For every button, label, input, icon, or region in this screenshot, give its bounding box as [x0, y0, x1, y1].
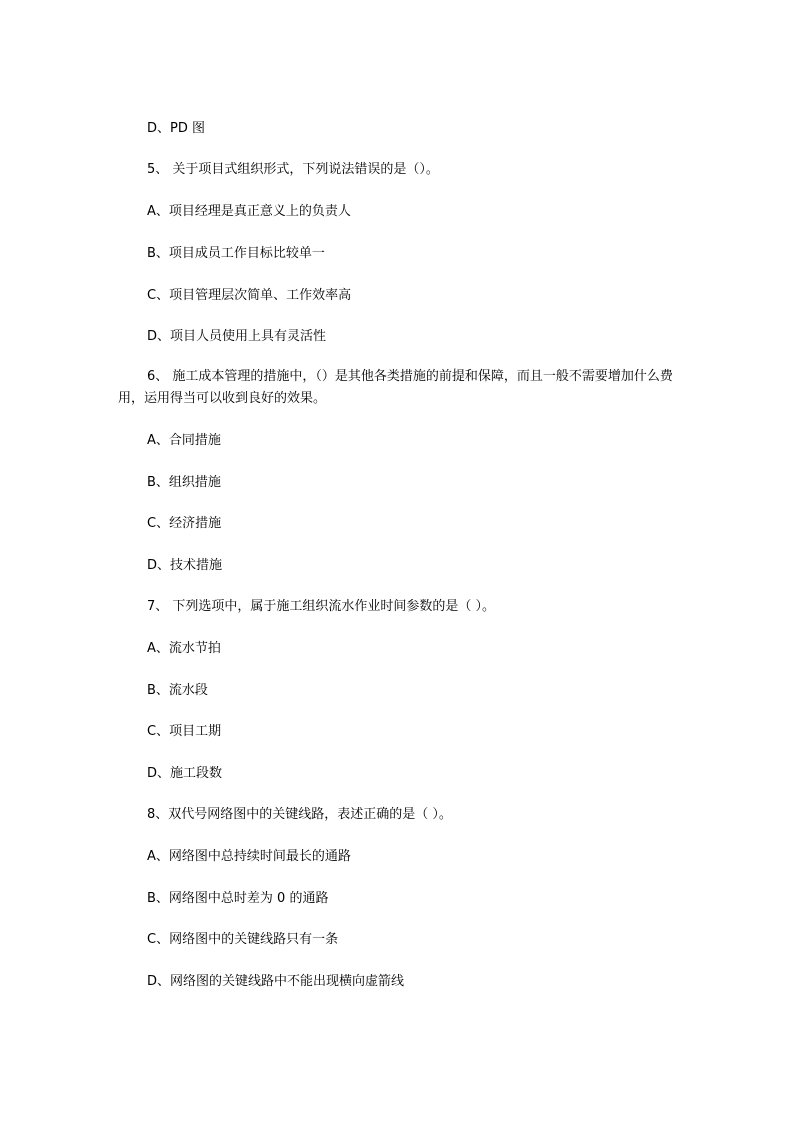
q6-option-b: B、组织措施 — [147, 475, 221, 490]
q5-option-a: A、项目经理是真正意义上的负责人 — [147, 204, 351, 219]
q8-option-a: A、网络图中总持续时间最长的通路 — [147, 849, 351, 864]
q8-option-c: C、网络图中的关键线路只有一条 — [147, 932, 339, 947]
q7-option-a: A、流水节拍 — [147, 641, 221, 656]
question-7: 7、 下列选项中，属于施工组织流水作业时间参数的是（ ）。 — [147, 599, 496, 614]
q7-option-d: D、施工段数 — [147, 766, 223, 781]
q6-option-a: A、合同措施 — [147, 433, 221, 448]
q6-option-c: C、经济措施 — [147, 516, 222, 531]
q8-option-d: D、网络图的关键线路中不能出现横向虚箭线 — [147, 974, 405, 989]
question-6: 6、 施工成本管理的措施中，（）是其他各类措施的前提和保障，而且一般不需要增加什么费用，运用得当可以收到良好的效果。 — [118, 369, 673, 406]
q5-option-c: C、项目管理层次简单、工作效率高 — [147, 288, 352, 303]
q6-option-d: D、技术措施 — [147, 558, 223, 573]
q5-option-d: D、项目人员使用上具有灵活性 — [147, 329, 327, 344]
question-8: 8、双代号网络图中的关键线路，表述正确的是（ ）。 — [147, 807, 452, 822]
q7-option-b: B、流水段 — [147, 683, 208, 698]
q7-option-c: C、项目工期 — [147, 724, 222, 739]
question-5: 5、 关于项目式组织形式，下列说法错误的是（）。 — [147, 162, 439, 177]
q5-option-b: B、项目成员工作目标比较单一 — [147, 246, 325, 261]
q4-option-d: D、PD 图 — [147, 121, 205, 136]
q8-option-b: B、网络图中总时差为 0 的通路 — [147, 891, 329, 906]
